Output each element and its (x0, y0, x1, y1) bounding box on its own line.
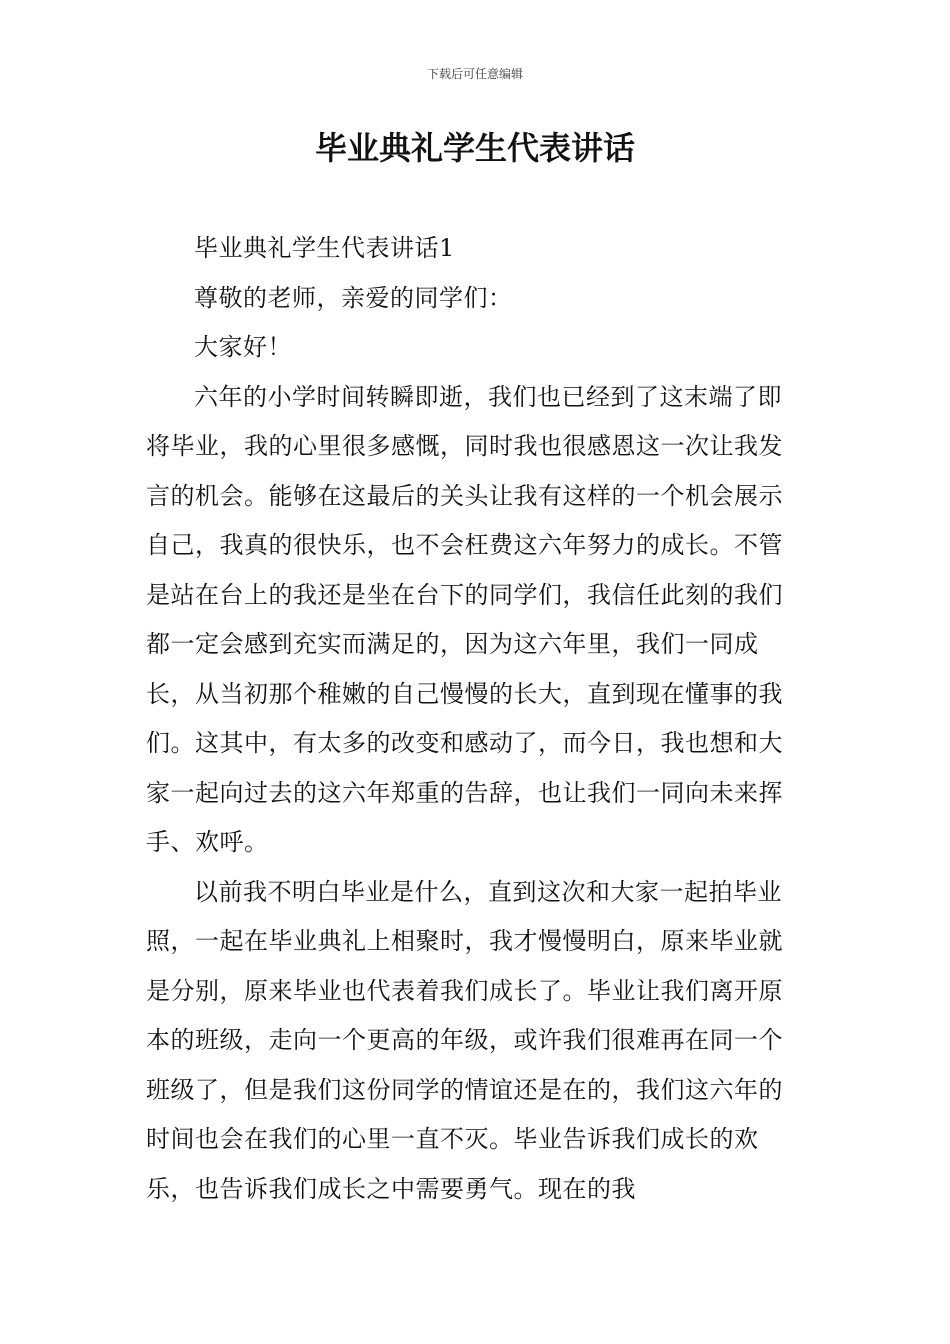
body-paragraph: 以前我不明白毕业是什么，直到这次和大家一起拍毕业照，一起在毕业典礼上相聚时，我才慢慢明白，原来毕业就是分别，原来毕业也代表着我们成长了。毕业让我们离开原本的班级，走向一个更高的年级，或许我们很难再在同一个班级了，但是我们这份同学的情谊还是在的，我们这六年的时间也会在我们的心里一直不灭。毕业告诉我们成长的欢乐，也告诉我们成长之中需要勇气。现在的我 (146, 877, 783, 1203)
greeting: 大家好！ (194, 333, 292, 361)
salutation: 尊敬的老师，亲爱的同学们： (194, 283, 513, 312)
header-note: 下载后可任意编辑 (426, 67, 523, 81)
body-paragraph: 六年的小学时间转瞬即逝，我们也已经到了这末端了即将毕业，我的心里很多感慨，同时我也很感恩这一次让我发言的机会。能够在这最后的关头让我有这样的一个机会展示自己，我真的很快乐，也不会枉费这六年努力的成长。不管是站在台上的我还是坐在台下的同学们，我信任此刻的我们都一定会感到充实而满足的，因为这六年里，我们一同成长，从当初那个稚嫩的自己慢慢的长大，直到现在懂事的我们。这其中，有太多的改变和感动了，而今日，我也想和大家一起向过去的这六年郑重的告辞，也让我们一同向未来挥手、欢呼。 (146, 382, 783, 856)
document-title: 毕业典礼学生代表讲话 (314, 129, 635, 167)
document-body (146, 224, 806, 1214)
section-heading: 毕业典礼学生代表讲话1 (194, 234, 455, 262)
